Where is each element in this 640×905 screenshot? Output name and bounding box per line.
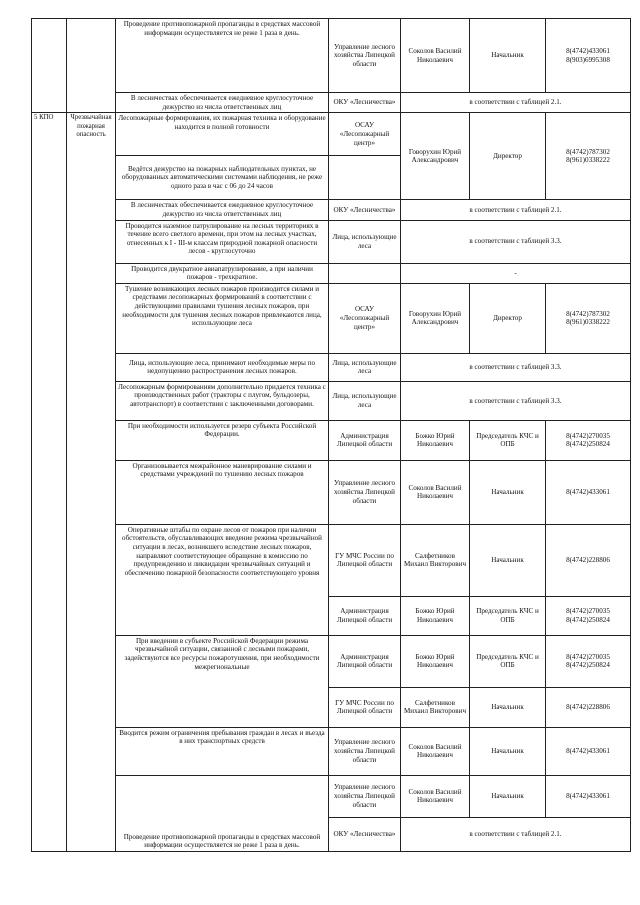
- measure-cell: В лесничествах обеспечивается ежедневное круглосуточное дежурство из числа ответственных лиц: [116, 200, 329, 220]
- person-cell: Соколов Василий Николаевич: [401, 460, 470, 524]
- reference-cell: в соответствии с таблицей 2.1.: [401, 93, 631, 113]
- measure-cell: Проведение противопожарной пропаганды в средствах массовой информации осуществляется не реже 1 раза в день.: [116, 775, 329, 851]
- measure-cell: Проведение противопожарной пропаганды в средствах массовой информации осуществляется не реже 1 раза в день.: [116, 19, 329, 93]
- phone-cell: 8(4742)270035 8(4742)250824: [546, 635, 631, 687]
- measure-cell: Ведётся дежурство на пожарных наблюдательных пунктах, не оборудованных автоматическими системами наблюдения, не реже одного раза в час с 06 до 24 часов: [116, 156, 329, 200]
- phone-cell: 8(4742)787302 8(961)0338222: [546, 283, 631, 353]
- org-cell: Лица, использующие леса: [329, 353, 401, 381]
- measure-cell: Лесопожарные формирования, их пожарная техника и оборудование находится в полной готовности: [116, 113, 329, 156]
- position-cell: Начальник: [470, 460, 546, 524]
- person-cell: Божко Юрий Николаевич: [401, 635, 470, 687]
- measure-cell: Вводится режим ограничения пребывания граждан в лесах и въезда в них транспортных средств: [116, 727, 329, 775]
- table-row: [32, 420, 631, 460]
- reference-cell: -: [401, 263, 631, 283]
- person-cell: Говорухин Юрий Александрович: [401, 113, 470, 200]
- org-cell: Управление лесного хозяйства Липецкой области: [329, 775, 401, 817]
- table-row: [32, 200, 631, 220]
- phone-cell: 8(4742)228806: [546, 687, 631, 727]
- reference-cell: в соответствии с таблицей 2.1.: [401, 817, 631, 851]
- phone-cell: 8(4742)433061: [546, 727, 631, 775]
- position-cell: Начальник: [470, 687, 546, 727]
- person-cell: Салфетников Михаил Викторович: [401, 524, 470, 596]
- phone-cell: 8(4742)228806: [546, 524, 631, 596]
- org-cell: ОКУ «Лесничества»: [329, 817, 401, 851]
- measure-cell: Тушение возникающих лесных пожаров производится силами и средствами лесопожарных формирований в соответствии с действующими правилами тушения лесных пожаров, при необходимости для тушения лесных пожаров привлекаются лица, использующие леса: [116, 283, 329, 353]
- table-row: [32, 113, 631, 156]
- phone-cell: 8(4742)270035 8(4742)250824: [546, 420, 631, 460]
- person-cell: Соколов Василий Николаевич: [401, 19, 470, 93]
- table-row: [32, 19, 631, 93]
- measure-cell: При необходимости используется резерв субъекта Российской Федерации.: [116, 420, 329, 460]
- person-cell: Соколов Василий Николаевич: [401, 775, 470, 817]
- reference-cell: в соответствии с таблицей 3.3.: [401, 220, 631, 263]
- measure-cell: В лесничествах обеспечивается ежедневное круглосуточное дежурство из числа ответственных лиц: [116, 93, 329, 113]
- table-row: [32, 93, 631, 113]
- table-row: [32, 263, 631, 283]
- reference-cell: в соответствии с таблицей 3.3.: [401, 381, 631, 420]
- phone-cell: 8(4742)270035 8(4742)250824: [546, 596, 631, 635]
- position-cell: Председатель КЧС и ОПБ: [470, 596, 546, 635]
- org-cell-empty: [329, 156, 401, 200]
- class-number-cell: 5 КПО: [32, 113, 67, 852]
- class-cell-prev: [32, 19, 67, 113]
- org-cell: ГУ МЧС России по Липецкой области: [329, 687, 401, 727]
- org-cell: Лица, использующие леса: [329, 381, 401, 420]
- fire-plan-table: [31, 18, 631, 852]
- table-row: [32, 283, 631, 353]
- measure-cell: Лесопожарным формированиям дополнительно придается техника с производственных работ (тракторы с плугом, бульдозеры, автотранспорт) в соответствии с заключенными договорами.: [116, 381, 329, 420]
- reference-cell: в соответствии с таблицей 2.1.: [401, 200, 631, 220]
- person-cell: Говорухин Юрий Александрович: [401, 283, 470, 353]
- org-cell: ГУ МЧС России по Липецкой области: [329, 524, 401, 596]
- phone-cell: 8(4742)433061 8(903)6995308: [546, 19, 631, 93]
- phone-cell: 8(4742)787302 8(961)0338222: [546, 113, 631, 200]
- position-cell: Председатель КЧС и ОПБ: [470, 635, 546, 687]
- person-cell: Божко Юрий Николаевич: [401, 596, 470, 635]
- table-row: [32, 220, 631, 263]
- position-cell: Директор: [470, 283, 546, 353]
- table-row: [32, 727, 631, 775]
- person-cell: Салфетников Михаил Викторович: [401, 687, 470, 727]
- org-cell: Лица, использующие леса: [329, 220, 401, 263]
- position-cell: Председатель КЧС и ОПБ: [470, 420, 546, 460]
- table-row: [32, 524, 631, 596]
- position-cell: Директор: [470, 113, 546, 200]
- org-cell: ОСАУ «Лесопожарный центр»: [329, 113, 401, 156]
- measure-cell: Лица, использующие леса, принимают необходимые меры по недопущению распространения лесных пожаров.: [116, 353, 329, 381]
- position-cell: Начальник: [470, 524, 546, 596]
- phone-cell: 8(4742)433061: [546, 775, 631, 817]
- table-row: [32, 460, 631, 524]
- org-cell: Управление лесного хозяйства Липецкой области: [329, 727, 401, 775]
- org-cell: ОСАУ «Лесопожарный центр»: [329, 283, 401, 353]
- org-cell: ОКУ «Лесничества»: [329, 200, 401, 220]
- table-row: [32, 635, 631, 687]
- phone-cell: 8(4742)433061: [546, 460, 631, 524]
- org-cell: Администрация Липецкой области: [329, 596, 401, 635]
- org-cell-empty: [329, 263, 401, 283]
- org-cell: Управление лесного хозяйства Липецкой области: [329, 19, 401, 93]
- position-cell: Начальник: [470, 727, 546, 775]
- measure-cell: Оперативные штабы по охране лесов от пожаров при наличии обстоятельств, обуславливающих введение режима чрезвычайной ситуации в лесах, возникшего вследствие лесных пожаров, направляют соответствующее обращение в комиссию по предупреждению и ликвидации чрезвычайных ситуаций и обеспечению пожарной безопасности соответствующего уровня: [116, 524, 329, 635]
- reference-cell: в соответствии с таблицей 3.3.: [401, 353, 631, 381]
- table-row: [32, 353, 631, 381]
- risk-level-cell: Чрезвычайная пожарная опасность: [67, 113, 116, 852]
- table-row: [32, 381, 631, 420]
- measure-cell: При введении в субъекте Российской Федерации режима чрезвычайной ситуации, связанной с лесными пожарами, задействуются все ресурсы пожаротушения, при необходимости межрегиональные: [116, 635, 329, 727]
- risk-cell-prev: [67, 19, 116, 113]
- position-cell: Начальник: [470, 19, 546, 93]
- person-cell: Соколов Василий Николаевич: [401, 727, 470, 775]
- measure-cell: Организовывается межрайонное маневрирование силами и средствами учреждений по тушению лесных пожаров: [116, 460, 329, 524]
- table-row: [32, 775, 631, 817]
- org-cell: Управление лесного хозяйства Липецкой области: [329, 460, 401, 524]
- person-cell: Божко Юрий Николаевич: [401, 420, 470, 460]
- org-cell: Администрация Липецкой области: [329, 635, 401, 687]
- position-cell: Начальник: [470, 775, 546, 817]
- measure-cell: Проводится наземное патрулирование на лесных территориях в течение всего светлого времени, при этом на лесных участках, отнесенных к I - III-м классам природной пожарной опасности лесов - круглосуточно: [116, 220, 329, 263]
- org-cell: ОКУ «Лесничества»: [329, 93, 401, 113]
- org-cell: Администрация Липецкой области: [329, 420, 401, 460]
- measure-cell: Проводится двукратное авиапатрулирование, а при наличии пожаров - трехкратное.: [116, 263, 329, 283]
